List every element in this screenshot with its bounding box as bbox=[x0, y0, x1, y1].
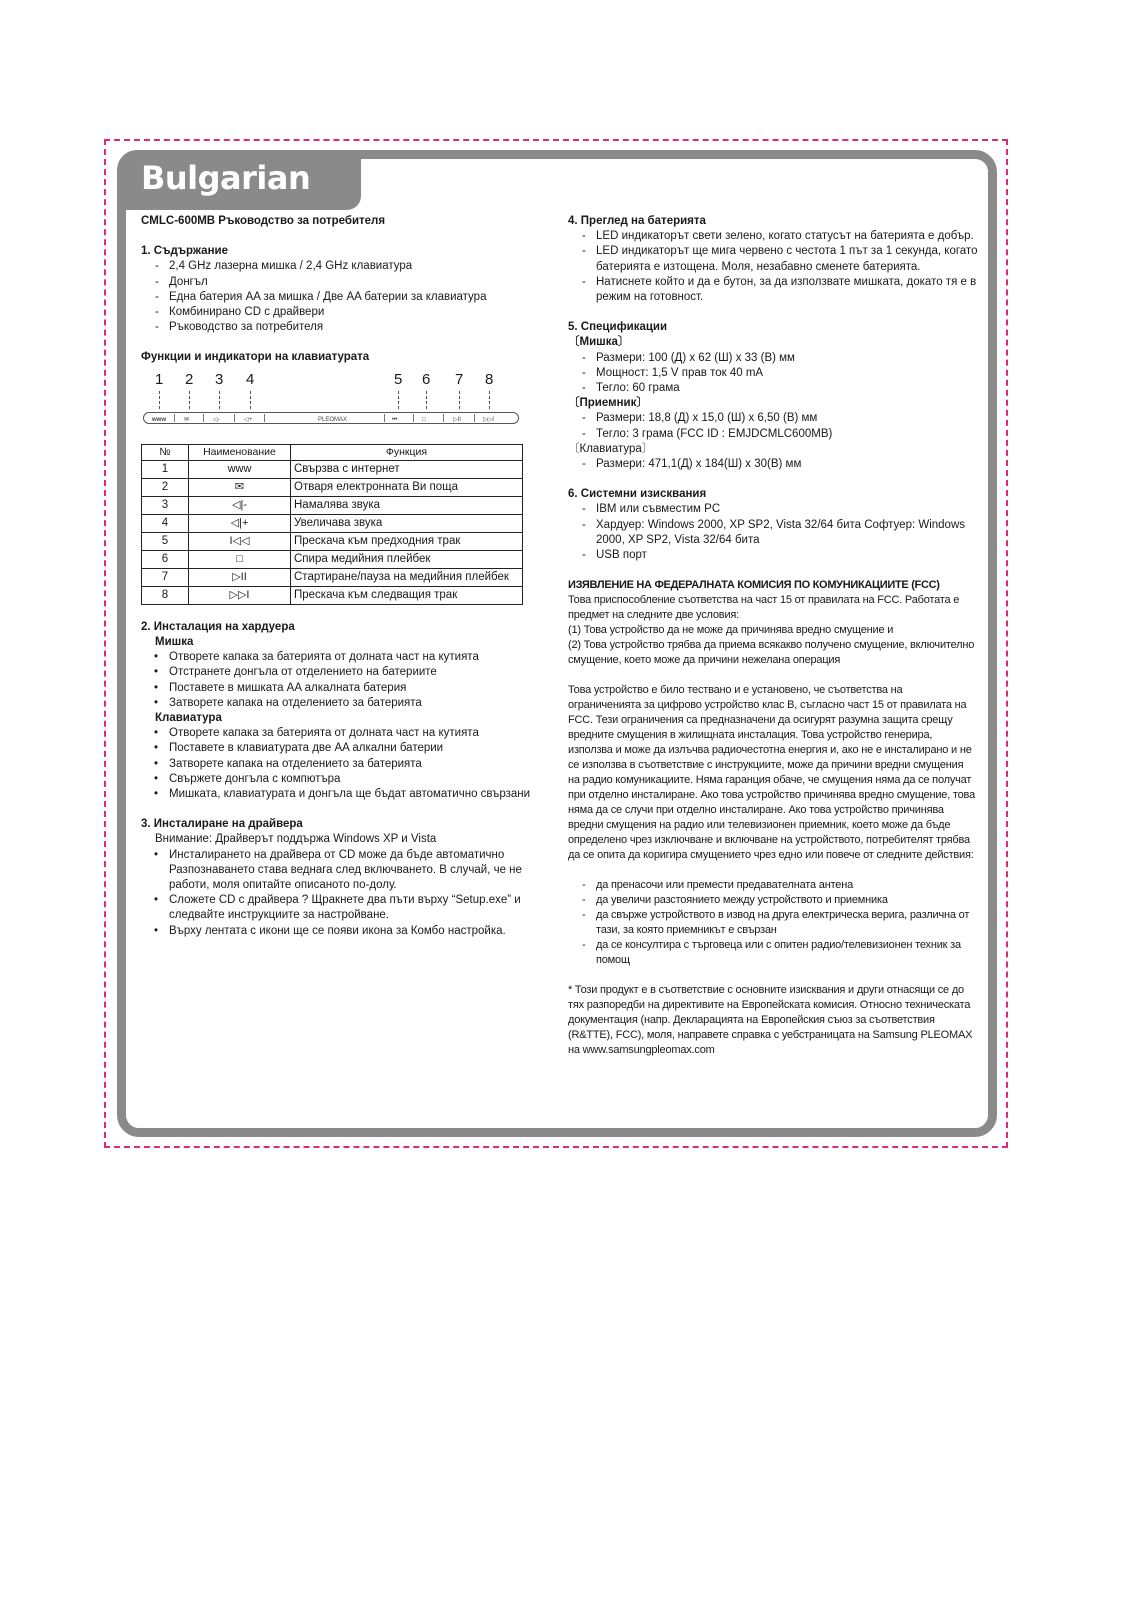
row-number: 4 bbox=[142, 514, 189, 532]
row-function: Спира медийния плейбек bbox=[291, 550, 523, 568]
fcc-heading: ИЗЯВЛЕНИЕ НА ФЕДЕРАЛНАТА КОМИСИЯ ПО КОМУНИКАЦИИТЕ (FCC) bbox=[568, 579, 940, 592]
specs-keyboard-list bbox=[568, 457, 978, 472]
functions-table bbox=[141, 444, 523, 605]
list-item: - Комбинирано CD с драйвери bbox=[141, 305, 551, 320]
mail-icon: ✉ bbox=[184, 416, 190, 423]
list-item: - да се консултира с търговеца или с опитен радио/телевизионен техник за помощ bbox=[568, 938, 978, 968]
row-function: Свързва с интернет bbox=[291, 460, 523, 478]
list-item: • Върху лентата с икони ще се появи икона за Комбо настройка. bbox=[141, 924, 551, 939]
leader-line bbox=[159, 391, 160, 409]
list-item: • Отворете капака за батерията от долната част на кутията bbox=[141, 650, 551, 665]
list-item: - Размери: 100 (Д) x 62 (Ш) x 33 (В) мм bbox=[568, 351, 978, 366]
row-function: Стартиране/пауза на медийния плейбек bbox=[291, 568, 523, 586]
battery-list bbox=[568, 229, 978, 305]
leader-line bbox=[189, 391, 190, 409]
key-number: 6 bbox=[422, 370, 431, 388]
leader-line bbox=[219, 391, 220, 409]
previous-track-icon: I◁◁ bbox=[189, 532, 291, 550]
list-item: - LED индикаторът свети зелено, когато статусът на батерията е добър. bbox=[568, 229, 978, 244]
key-number: 7 bbox=[455, 370, 464, 388]
table-header-row bbox=[142, 444, 523, 460]
system-list bbox=[568, 502, 978, 563]
list-item: - Тегло: 3 грама (FCC ID : EMJDCMLC600MB) bbox=[568, 427, 978, 442]
contents-list bbox=[141, 259, 551, 335]
key-number: 1 bbox=[155, 370, 164, 388]
key-number: 5 bbox=[394, 370, 403, 388]
system-heading: 6. Системни изисквания bbox=[568, 488, 707, 501]
list-item: - Размери: 18,8 (Д) x 15,0 (Ш) x 6,50 (В) мм bbox=[568, 411, 978, 426]
specs-keyboard-label: 〔Клавиатура〕 bbox=[568, 442, 654, 455]
stop-icon: □ bbox=[422, 416, 426, 423]
language-title: Bulgarian bbox=[141, 159, 311, 197]
list-item: • Инсталирането на драйвера от CD може да бъде автоматично Разпознаването става веднага след включването. В случай, че не работи, моля опитайте описаното по-долу. bbox=[141, 848, 551, 894]
play-pause-icon: ▷II bbox=[189, 568, 291, 586]
www-icon: www bbox=[152, 416, 167, 423]
driver-heading: 3. Инсталиране на драйвера bbox=[141, 818, 303, 831]
driver-note: Внимание: Драйверът поддържа Windows XP и Vista bbox=[155, 833, 437, 846]
key-divider bbox=[443, 414, 444, 422]
specs-receiver-label: 〔Приемник〕 bbox=[568, 397, 648, 410]
list-item: - IBM или съвместим PC bbox=[568, 502, 978, 517]
key-divider bbox=[203, 414, 204, 422]
key-number: 3 bbox=[215, 370, 224, 388]
table-body bbox=[142, 460, 523, 604]
specs-heading: 5. Спецификации bbox=[568, 321, 668, 334]
leader-line bbox=[398, 391, 399, 409]
contents-heading: 1. Съдържание bbox=[141, 245, 228, 258]
mouse-subheading: Мишка bbox=[155, 636, 194, 649]
fcc-actions-list bbox=[568, 878, 978, 968]
key-number: 8 bbox=[485, 370, 494, 388]
table-row bbox=[142, 532, 523, 550]
table-row bbox=[142, 460, 523, 478]
list-item: - LED индикаторът ще мига червено с честота 1 път за 1 секунда, когато батерията е изтощена. Моля, незабавно сменете батерията. bbox=[568, 244, 978, 274]
list-item: • Поставете в клавиатурата две AA алкални батерии bbox=[141, 741, 551, 756]
next-track-icon: ▷▷I bbox=[483, 416, 494, 423]
list-item: - Донгъл bbox=[141, 275, 551, 290]
list-item: - Мощност: 1,5 V прав ток 40 mA bbox=[568, 366, 978, 381]
row-number: 5 bbox=[142, 532, 189, 550]
www-icon: www bbox=[189, 460, 291, 478]
row-number: 6 bbox=[142, 550, 189, 568]
list-item: - да свърже устройството в извод на друга електрическа верига, различна от тази, за която приемникът е свързан bbox=[568, 908, 978, 938]
table-row bbox=[142, 496, 523, 514]
list-item: - Натиснете който и да е бутон, за да използвате мишката, докато тя е в режим на готовност. bbox=[568, 275, 978, 305]
fcc-paragraph: Това приспособление съответства на част 15 от правилата на FCC. Работата е предмет на следните две условия: bbox=[568, 594, 960, 622]
table-row bbox=[142, 550, 523, 568]
left-column bbox=[141, 214, 551, 939]
volume-down-icon: ◁- bbox=[213, 416, 220, 423]
driver-list bbox=[141, 848, 551, 939]
list-item: - Една батерия AA за мишка / Две AA батерии за клавиатура bbox=[141, 290, 551, 305]
list-item: - Хардуер: Windows 2000, XP SP2, Vista 32/64 бита Софтуер: Windows 2000, XP SP2, Vista 32/64 бита bbox=[568, 518, 978, 548]
list-item: • Отворете капака за батерията от долната част на кутията bbox=[141, 726, 551, 741]
specs-receiver-list bbox=[568, 411, 978, 441]
list-item: • Затворете капака на отделението за батерията bbox=[141, 696, 551, 711]
row-number: 1 bbox=[142, 460, 189, 478]
list-item: • Мишката, клавиатурата и донгъла ще бъдат автоматично свързани bbox=[141, 787, 551, 802]
table-row bbox=[142, 514, 523, 532]
battery-heading: 4. Преглед на батерията bbox=[568, 215, 706, 227]
leader-line bbox=[426, 391, 427, 409]
row-function: Прескача към следващия трак bbox=[291, 586, 523, 604]
row-function: Отваря електронната Ви поща bbox=[291, 478, 523, 496]
list-item: - Ръководство за потребителя bbox=[141, 320, 551, 335]
leader-line bbox=[459, 391, 460, 409]
row-function: Намалява звука bbox=[291, 496, 523, 514]
list-item: • Затворете капака на отделението за батерията bbox=[141, 757, 551, 772]
column-header: Наименование bbox=[189, 444, 291, 460]
key-divider bbox=[264, 414, 265, 422]
list-item: • Поставете в мишката AA алкалната батерия bbox=[141, 681, 551, 696]
next-track-icon: ▷▷I bbox=[189, 586, 291, 604]
list-item: - USB порт bbox=[568, 548, 978, 563]
row-function: Увеличава звука bbox=[291, 514, 523, 532]
keyboard-diagram bbox=[141, 372, 531, 434]
key-number: 4 bbox=[246, 370, 255, 388]
table-row bbox=[142, 586, 523, 604]
hardware-heading: 2. Инсталация на хардуера bbox=[141, 620, 295, 633]
mail-icon: ✉ bbox=[189, 478, 291, 496]
list-item: • Отстранете донгъла от отделението на батериите bbox=[141, 665, 551, 680]
list-item: - да пренасочи или премести предавателната антена bbox=[568, 878, 978, 893]
keyboard-functions-heading: Функции и индикатори на клавиатурата bbox=[141, 351, 370, 364]
specs-mouse-label: 〔Мишка〕 bbox=[568, 336, 630, 349]
key-divider bbox=[413, 414, 414, 422]
play-pause-icon: ▷II bbox=[453, 416, 461, 423]
keyboard-install-list bbox=[141, 726, 551, 802]
table-row bbox=[142, 568, 523, 586]
list-item: • Свържете донгъла с компютъра bbox=[141, 772, 551, 787]
specs-mouse-list bbox=[568, 351, 978, 397]
eu-compliance-note: * Този продукт е в съответствие с основните изисквания и други отнасящи се до тях разпоредби на директивите на Европейската комисия. Относно техническата документация (напр. Декларацията на Европейския съюз за съответствия (R&TTE), FCC), моля, направете справка с уебстраницата на Samsung PLEOMAX на www.samsungpleomax.com bbox=[568, 984, 973, 1057]
key-divider bbox=[174, 414, 175, 422]
fcc-statement bbox=[568, 578, 978, 1058]
leader-line bbox=[489, 391, 490, 409]
fcc-condition: (1) Това устройство да не може да причинява вредно смущение и bbox=[568, 624, 894, 637]
fcc-paragraph: Това устройство е било тествано и е установено, че съответства на ограниченията за цифрово устройство клас B, съгласно част 15 от правилата на FCC. Тези ограничения са предназначени да осигурят разумна защита срещу вредните смущения в жилищната инсталация. Това устройство генерира, използва и може да излъчва радиочестотна енергия и, ако не е инсталирано и не се използва в съответствие с инструкциите, може да причини вредни смущения на радио комуникациите. Няма гаранция обаче, че смущения няма да се получат при отделно инсталиране. Ако това устройство причинява вредно смущение, това няма да се случи при отделно инсталиране. Ако това устройство причинява вредни смущения на радио или телевизионен приемник, което може да бъде определено чрез изключване и включване на устройството, потребителят трябва да се опита да коригира смущението чрез едно или повече от следните действия: bbox=[568, 684, 975, 862]
volume-down-icon: ◁|- bbox=[189, 496, 291, 514]
list-item: - 2,4 GHz лазерна мишка / 2,4 GHz клавиатура bbox=[141, 259, 551, 274]
row-number: 8 bbox=[142, 586, 189, 604]
document-title: CMLC-600MB Ръководство за потребителя bbox=[141, 215, 386, 227]
list-item: • Сложете CD с драйвера ? Щракнете два пъти върху “Setup.exe” и следвайте инструкциите за настройване. bbox=[141, 893, 551, 923]
mouse-install-list bbox=[141, 650, 551, 711]
list-item: - Тегло: 60 грама bbox=[568, 381, 978, 396]
key-divider bbox=[474, 414, 475, 422]
leader-line bbox=[250, 391, 251, 409]
stop-icon: □ bbox=[189, 550, 291, 568]
list-item: - да увеличи разстоянието между устройството и приемника bbox=[568, 893, 978, 908]
row-number: 3 bbox=[142, 496, 189, 514]
key-divider bbox=[384, 414, 385, 422]
key-divider bbox=[234, 414, 235, 422]
right-column bbox=[568, 214, 978, 1058]
fcc-condition: (2) Това устройство трябва да приема всякакво получено смущение, включително смущение, което може да причини нежелана операция bbox=[568, 639, 975, 667]
volume-up-icon: ◁|+ bbox=[189, 514, 291, 532]
key-number: 2 bbox=[185, 370, 194, 388]
language-tab bbox=[117, 150, 361, 210]
volume-up-icon: ◁+ bbox=[244, 416, 253, 423]
pleomax-logo: PLEOMAX bbox=[318, 416, 348, 423]
row-number: 2 bbox=[142, 478, 189, 496]
previous-track-icon: ⏮ bbox=[392, 416, 398, 423]
column-header: Функция bbox=[291, 444, 523, 460]
keyboard-subheading: Клавиатура bbox=[155, 712, 222, 725]
column-header: № bbox=[142, 444, 189, 460]
list-item: - Размери: 471,1(Д) x 184(Ш) x 30(В) мм bbox=[568, 457, 978, 472]
table-row bbox=[142, 478, 523, 496]
row-function: Прескача към предходния трак bbox=[291, 532, 523, 550]
row-number: 7 bbox=[142, 568, 189, 586]
